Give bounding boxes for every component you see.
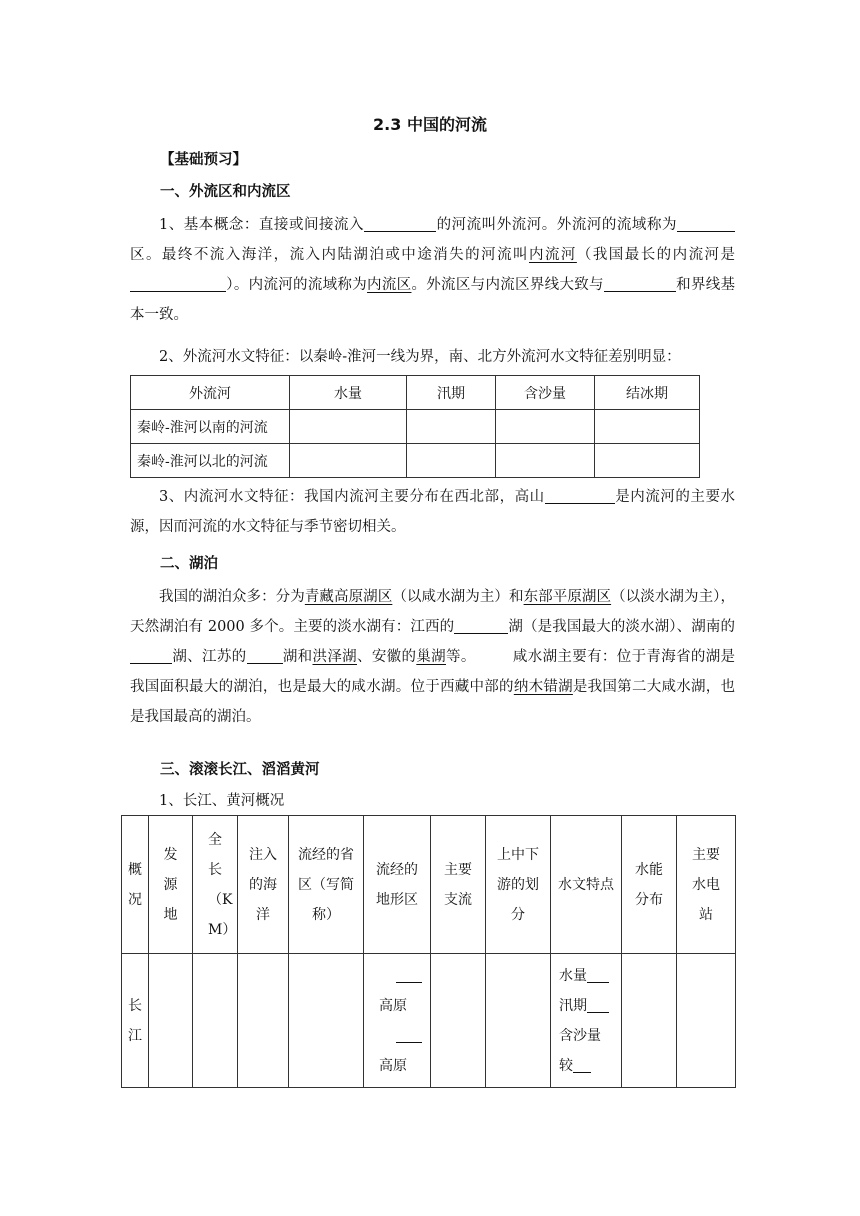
fill-blank[interactable] bbox=[573, 1057, 591, 1073]
fill-blank[interactable] bbox=[545, 488, 615, 504]
hydrology-cell[interactable]: 水量 汛期 含沙量 较 bbox=[551, 954, 622, 1088]
table-header: 主要支流 bbox=[431, 816, 486, 954]
table-header: 流经的地形区 bbox=[364, 816, 431, 954]
fill-blank[interactable] bbox=[396, 1027, 422, 1043]
paragraph-yangtze-yellow-overview: 1、长江、黄河概况 bbox=[159, 793, 285, 809]
table-row bbox=[131, 410, 700, 444]
table-header: 上中下游的划分 bbox=[486, 816, 551, 954]
answer-cell[interactable] bbox=[238, 954, 289, 1088]
paragraph-outflow-features: 2、外流河水文特征：以秦岭-淮河一线为界，南、北方外流河水文特征差别明显： bbox=[159, 349, 681, 365]
section-heading-1: 一、外流区和内流区 bbox=[160, 184, 291, 200]
answer-cell[interactable] bbox=[149, 954, 193, 1088]
page-title: 2.3 中国的河流 bbox=[373, 115, 487, 134]
table-header: 外流河 bbox=[131, 376, 290, 410]
table-header: 结冰期 bbox=[595, 376, 700, 410]
fill-blank[interactable] bbox=[130, 648, 172, 664]
fill-blank[interactable] bbox=[364, 216, 436, 232]
section-heading-2: 二、湖泊 bbox=[160, 556, 218, 572]
fill-blank[interactable] bbox=[604, 276, 676, 292]
fill-blank[interactable] bbox=[396, 967, 422, 983]
table-header: 水能分布 bbox=[622, 816, 677, 954]
table-header: 注入的海洋 bbox=[238, 816, 289, 954]
section-heading-3: 三、滚滚长江、滔滔黄河 bbox=[160, 762, 320, 778]
fill-blank[interactable] bbox=[587, 997, 609, 1013]
table-row bbox=[131, 444, 700, 478]
yangtze-yellow-table bbox=[121, 815, 736, 1088]
answer-cell[interactable] bbox=[677, 954, 736, 1088]
fill-blank[interactable] bbox=[130, 276, 226, 292]
table-header: 水文特点 bbox=[551, 816, 622, 954]
table-header: 主要水电站 bbox=[677, 816, 736, 954]
row-label: 长江 bbox=[122, 954, 149, 1088]
fill-blank[interactable] bbox=[587, 967, 609, 983]
fill-blank[interactable] bbox=[247, 648, 283, 664]
section-tag: 【基础预习】 bbox=[160, 152, 247, 168]
answer-cell[interactable] bbox=[407, 444, 496, 478]
table-header: 水量 bbox=[290, 376, 407, 410]
answer-cell[interactable] bbox=[496, 410, 595, 444]
table-header: 全长（KM） bbox=[193, 816, 238, 954]
paragraph-basic-concept: 1、基本概念：直接或间接流入 的河流叫外流河。外流河的流域称为区。最终不流入海洋，流入内陆湖泊或中途消失的河流叫内流河（我国最长的内流河是）。内流河的流域称为内流区。外流区与内流区界线大致与 和界线基本一致。 bbox=[130, 217, 736, 323]
answer-cell[interactable] bbox=[290, 444, 407, 478]
row-label: 秦岭-淮河以北的河流 bbox=[131, 444, 290, 478]
answer-cell[interactable] bbox=[407, 410, 496, 444]
answer-cell[interactable] bbox=[486, 954, 551, 1088]
answer-cell[interactable] bbox=[290, 410, 407, 444]
answer-cell[interactable] bbox=[496, 444, 595, 478]
answer-cell[interactable] bbox=[595, 444, 700, 478]
paragraph-lakes: 我国的湖泊众多：分为青藏高原湖区（以咸水湖为主）和东部平原湖区（以淡水湖为主），天然湖泊有 2000 多个。主要的淡水湖有：江西的 湖（是我国最大的淡水湖）、湖南的湖、江苏的 湖和洪泽湖、安徽的巢湖等。 咸水湖主要有：位于青海省的湖是我国面积最大的湖泊，也是最大的咸水湖。位于西藏中部的纳木错湖是我国第二大咸水湖，也是我国最高的湖泊。 bbox=[130, 589, 736, 725]
paragraph-inland-features: 3、内流河水文特征：我国内流河主要分布在西北部，高山 是内流河的主要水源，因而河流的水文特征与季节密切相关。 bbox=[130, 489, 736, 535]
table-header: 发源地 bbox=[149, 816, 193, 954]
fill-blank[interactable] bbox=[454, 618, 508, 634]
table-header: 流经的省区（写简称） bbox=[289, 816, 364, 954]
answer-cell[interactable] bbox=[622, 954, 677, 1088]
answer-cell[interactable] bbox=[289, 954, 364, 1088]
row-label: 秦岭-淮河以南的河流 bbox=[131, 410, 290, 444]
table-row bbox=[122, 954, 736, 1088]
answer-cell[interactable] bbox=[595, 410, 700, 444]
terrain-cell[interactable]: 高原 高原 bbox=[364, 954, 431, 1088]
table-header: 概况 bbox=[122, 816, 149, 954]
fill-blank[interactable] bbox=[677, 216, 735, 232]
answer-cell[interactable] bbox=[431, 954, 486, 1088]
outflow-river-table bbox=[130, 375, 700, 478]
table-header: 含沙量 bbox=[496, 376, 595, 410]
table-header: 汛期 bbox=[407, 376, 496, 410]
answer-cell[interactable] bbox=[193, 954, 238, 1088]
